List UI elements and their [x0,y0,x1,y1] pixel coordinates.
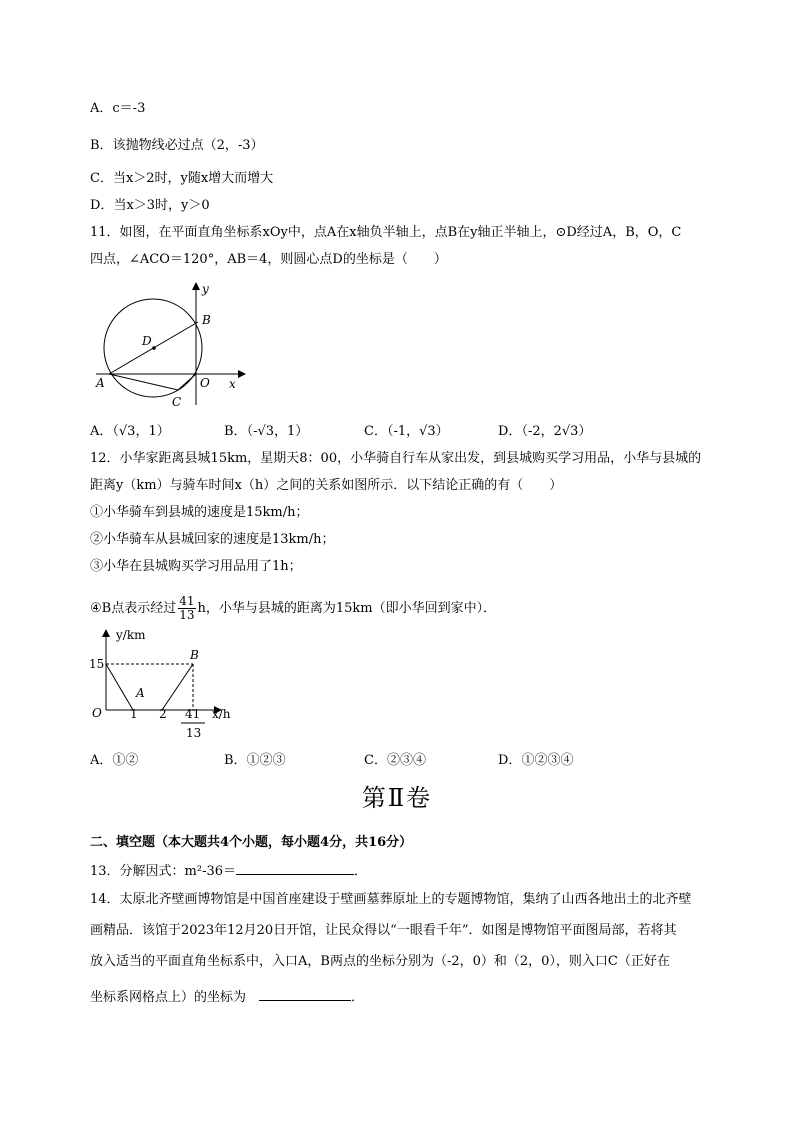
part-title: 第Ⅱ卷 [361,784,433,812]
option-text: ①②③④ [521,753,574,768]
graph-y-axis-arrow [102,629,110,637]
q14-answer-blank[interactable] [259,986,351,1001]
q10-option-a [90,100,145,118]
option-label: B． [224,424,247,439]
option-label: A． [90,753,113,768]
option-label: C． [364,424,387,439]
option-label: A． [90,424,113,439]
option-label: B． [224,753,247,768]
graph-point-a: A [136,686,145,700]
section-heading: 二、填空题（本大题共4个小题，每小题4分，共16分） [90,835,413,850]
graph-tick-1: 1 [130,707,138,721]
option-text: c＝-3 [112,101,146,116]
distance-polyline [106,664,193,710]
q11-option-c [364,420,449,439]
q12-statement-3: ③小华在县城购买学习用品用了1h； [90,559,302,574]
q12-option-a [90,749,138,768]
label-y: y [202,282,209,296]
y-axis-arrow [192,282,200,290]
q13-line [90,860,367,881]
q14-line4 [90,986,364,1007]
option-label: D． [498,424,522,439]
x-axis-arrow [238,370,246,378]
option-text: 当x＞3时，y＞0 [113,198,210,213]
option-label: B． [90,138,113,153]
option-label: C． [90,171,113,186]
graph-tick-13: 13 [186,726,202,740]
q10-option-b [90,137,264,155]
q13-answer-blank[interactable] [236,860,354,875]
label-x: x [229,377,236,391]
graph-point-b: B [190,648,199,662]
option-text: ②③④ [386,753,426,768]
q14-end: ． [351,990,365,1005]
fraction-denominator: 13 [179,608,195,622]
q10-option-d [90,197,210,215]
label-b: B [202,313,211,327]
option-text: （-2，2√3） [521,424,592,439]
q11-circle-figure [88,280,258,410]
option-label: C． [364,753,387,768]
option-text: ①② [112,753,139,768]
label-o: O [200,376,210,390]
q12-stem-line1: 12．小华家距离县城15km，星期天8：00，小华骑自行车从家出发，到县城购买学习用品，小华与县城的 [90,451,702,466]
q14-line4-text: 坐标系网格点上）的坐标为 [90,990,247,1005]
option-label: A． [90,101,113,116]
point-d [152,346,156,350]
statement-4-prefix: ④B点表示经过 [90,601,177,616]
graph-tick-2: 2 [159,707,167,721]
statement-4-suffix: h，小华与县城的距离为15km（即小华回到家中）． [197,601,497,616]
graph-tick-41: 41 [185,707,201,721]
segment-co [178,374,196,390]
option-text: 该抛物线必过点（2，-3） [112,138,264,153]
q12-statement-2: ②小华骑车从县城回家的速度是13km/h； [90,532,335,547]
q14-line3: 放入适当的平面直角坐标系中，入口A，B两点的坐标分别为（-2，0）和（2，0），则入口C（正好在 [90,954,670,969]
option-text: （√3，1） [112,424,170,439]
q12-option-c [364,749,426,768]
option-label: D． [498,753,522,768]
q13-end: ． [354,864,368,879]
q14-line2: 画精品．该馆于2023年12月20日开馆，让民众得以“一眼看千年”．如图是博物馆平面图局部，若将其 [90,923,677,938]
q12-statement-1: ①小华骑车到县城的速度是15km/h； [90,505,309,520]
q12-stem-line2: 距离y（km）与骑车时间x（h）之间的关系如图所示．以下结论正确的有（ ） [90,478,563,493]
q14-line1: 14．太原北齐壁画博物馆是中国首座建设于壁画墓葬原址上的专题博物馆，集纳了山西各地出土的北齐壁 [90,892,692,907]
graph-origin: O [92,706,102,720]
option-text: （-1，√3） [386,424,449,439]
label-d: D [142,334,152,348]
q11-stem-line2: 四点，∠ACO＝120°，AB＝4，则圆心点D的坐标是（ ） [90,252,447,267]
option-label: D． [90,198,114,213]
q11-stem-line1: 11．如图，在平面直角坐标系xOy中，点A在x轴负半轴上，点B在y轴正半轴上，⊙D经过A，B，O，C [90,225,682,240]
q10-option-c [90,170,273,188]
option-text: ①②③ [246,753,286,768]
q11-option-b [224,420,308,439]
q11-option-d [498,420,591,439]
fraction [178,595,195,622]
graph-ylabel: y/km [116,628,146,642]
q12-option-d [498,749,573,768]
q11-option-a [90,420,170,439]
q12-option-b [224,749,286,768]
fraction-numerator: 41 [179,594,195,608]
option-text: 当x＞2时，y随x增大而增大 [112,171,274,186]
q12-distance-graph [86,625,246,745]
q12-statement-4 [90,595,496,622]
graph-xlabel: x/h [212,707,231,721]
label-a: A [96,376,105,390]
graph-tick-15: 15 [89,657,105,671]
segment-ac [109,374,178,390]
label-c: C [172,395,182,409]
q13-text: 13．分解因式：m²-36＝ [90,864,237,879]
option-text: （-√3，1） [246,424,309,439]
